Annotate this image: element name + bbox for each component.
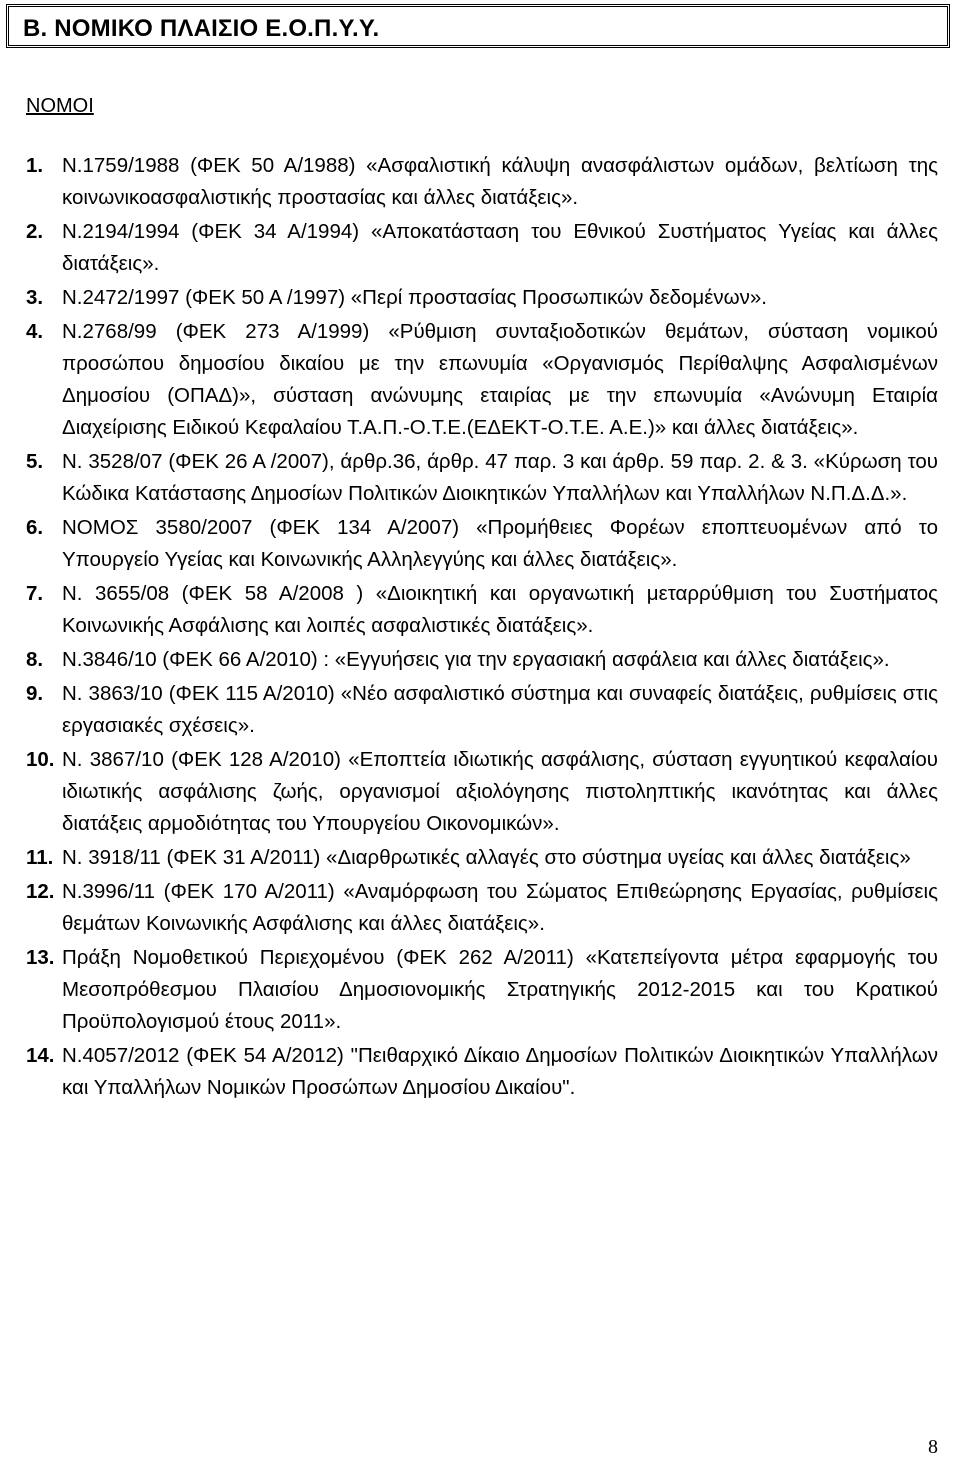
law-number: 4. bbox=[26, 320, 44, 343]
law-item bbox=[26, 842, 938, 874]
law-item bbox=[26, 876, 938, 940]
law-text: Ν. 3528/07 (ΦΕΚ 26 Α /2007), άρθρ.36, άρθρ. 47 παρ. 3 και άρθρ. 59 παρ. 2. & 3. «Κύρωση του Κώδικα Κατάστασης Δημοσίων Πολιτικών Διοικητικών Υπαλλήλων και Υπαλλήλων Ν.Π.Δ.Δ.». bbox=[62, 450, 938, 505]
law-text: Ν.2768/99 (ΦΕΚ 273 Α/1999) «Ρύθμιση συνταξιοδοτικών θεμάτων, σύσταση νομικού προσώπου δημοσίου δικαίου με την επωνυμία «Οργανισμός Περίθαλψης Ασφαλισμένων Δημοσίου (ΟΠΑΔ)», σύσταση ανώνυμης εταιρίας με την επωνυμία «Ανώνυμη Εταιρία Διαχείρισης Ειδικού Κεφαλαίου Τ.Α.Π.-Ο.Τ.Ε.(ΕΔΕΚΤ-Ο.Τ.Ε. Α.Ε.)» και άλλες διατάξεις». bbox=[62, 320, 938, 439]
law-text: Ν.2472/1997 (ΦΕΚ 50 Α /1997) «Περί προστασίας Προσωπικών δεδομένων». bbox=[62, 286, 767, 309]
law-item bbox=[26, 446, 938, 510]
laws-heading: ΝΟΜΟΙ bbox=[26, 95, 94, 117]
law-number: 6. bbox=[26, 516, 44, 539]
law-number: 8. bbox=[26, 648, 44, 671]
law-number: 13. bbox=[26, 946, 55, 969]
law-item bbox=[26, 216, 938, 280]
law-number: 1. bbox=[26, 154, 44, 177]
law-number: 2. bbox=[26, 220, 44, 243]
law-item bbox=[26, 512, 938, 576]
law-item bbox=[26, 282, 938, 314]
law-item bbox=[26, 578, 938, 642]
law-number: 3. bbox=[26, 286, 44, 309]
law-text: Ν.3996/11 (ΦΕΚ 170 Α/2011) «Αναμόρφωση του Σώματος Επιθεώρησης Εργασίας, ρυθμίσεις θεμάτων Κοινωνικής Ασφάλισης και άλλες διατάξεις». bbox=[62, 880, 938, 935]
section-title-box bbox=[6, 4, 950, 48]
law-item bbox=[26, 678, 938, 742]
law-item bbox=[26, 316, 938, 444]
law-text: Ν.4057/2012 (ΦΕΚ 54 Α/2012) "Πειθαρχικό Δίκαιο Δημοσίων Πολιτικών Διοικητικών Υπαλλήλων και Υπαλλήλων Νομικών Προσώπων Δημοσίου Δικαίου". bbox=[62, 1044, 938, 1099]
law-text: Ν. 3863/10 (ΦΕΚ 115 Α/2010) «Νέο ασφαλιστικό σύστημα και συναφείς διατάξεις, ρυθμίσεις στις εργασιακές σχέσεις». bbox=[62, 682, 938, 737]
law-item bbox=[26, 744, 938, 840]
law-item bbox=[26, 150, 938, 214]
law-item bbox=[26, 942, 938, 1038]
law-text: Ν.2194/1994 (ΦΕΚ 34 Α/1994) «Αποκατάσταση του Εθνικού Συστήματος Υγείας και άλλες διατάξεις». bbox=[62, 220, 938, 275]
law-list bbox=[26, 150, 938, 1106]
law-number: 11. bbox=[26, 846, 54, 869]
law-number: 12. bbox=[26, 880, 55, 903]
section-title: Β. ΝΟΜΙΚΟ ΠΛΑΙΣΙΟ Ε.Ο.Π.Υ.Υ. bbox=[23, 15, 380, 42]
law-text: Ν.3846/10 (ΦΕΚ 66 Α/2010) : «Εγγυήσεις για την εργασιακή ασφάλεια και άλλες διατάξεις». bbox=[62, 648, 890, 671]
law-item bbox=[26, 644, 938, 676]
page-number: 8 bbox=[928, 1436, 938, 1458]
law-text: Ν. 3918/11 (ΦΕΚ 31 Α/2011) «Διαρθρωτικές αλλαγές στο σύστημα υγείας και άλλες διατάξεις» bbox=[62, 846, 911, 869]
law-text: Πράξη Νομοθετικού Περιεχομένου (ΦΕΚ 262 Α/2011) «Κατεπείγοντα μέτρα εφαρμογής του Μεσοπρόθεσμου Πλαισίου Δημοσιονομικής Στρατηγικής 2012-2015 και του Κρατικού Προϋπολογισμού έτους 2011». bbox=[62, 946, 938, 1033]
law-number: 10. bbox=[26, 748, 55, 771]
law-text: Ν. 3867/10 (ΦΕΚ 128 Α/2010) «Εποπτεία ιδιωτικής ασφάλισης, σύσταση εγγυητικού κεφαλαίου ιδιωτικής ασφάλισης ζωής, οργανισμοί αξιολόγησης πιστοληπτικής ικανότητας και άλλες διατάξεις αρμοδιότητας του Υπουργείου Οικονομικών». bbox=[62, 748, 938, 835]
law-text: ΝΟΜΟΣ 3580/2007 (ΦΕΚ 134 Α/2007) «Προμήθειες Φορέων εποπτευομένων από το Υπουργείο Υγείας και Κοινωνικής Αλληλεγγύης και άλλες διατάξεις». bbox=[62, 516, 938, 571]
law-number: 14. bbox=[26, 1044, 55, 1067]
law-item bbox=[26, 1040, 938, 1104]
law-text: Ν. 3655/08 (ΦΕΚ 58 Α/2008 ) «Διοικητική και οργανωτική μεταρρύθμιση του Συστήματος Κοινωνικής Ασφάλισης και λοιπές ασφαλιστικές διατάξεις». bbox=[62, 582, 938, 637]
law-number: 5. bbox=[26, 450, 44, 473]
law-number: 7. bbox=[26, 582, 44, 605]
law-text: Ν.1759/1988 (ΦΕΚ 50 Α/1988) «Ασφαλιστική κάλυψη ανασφάλιστων ομάδων, βελτίωση της κοινωνικοασφαλιστικής προστασίας και άλλες διατάξεις». bbox=[62, 154, 938, 209]
law-number: 9. bbox=[26, 682, 44, 705]
